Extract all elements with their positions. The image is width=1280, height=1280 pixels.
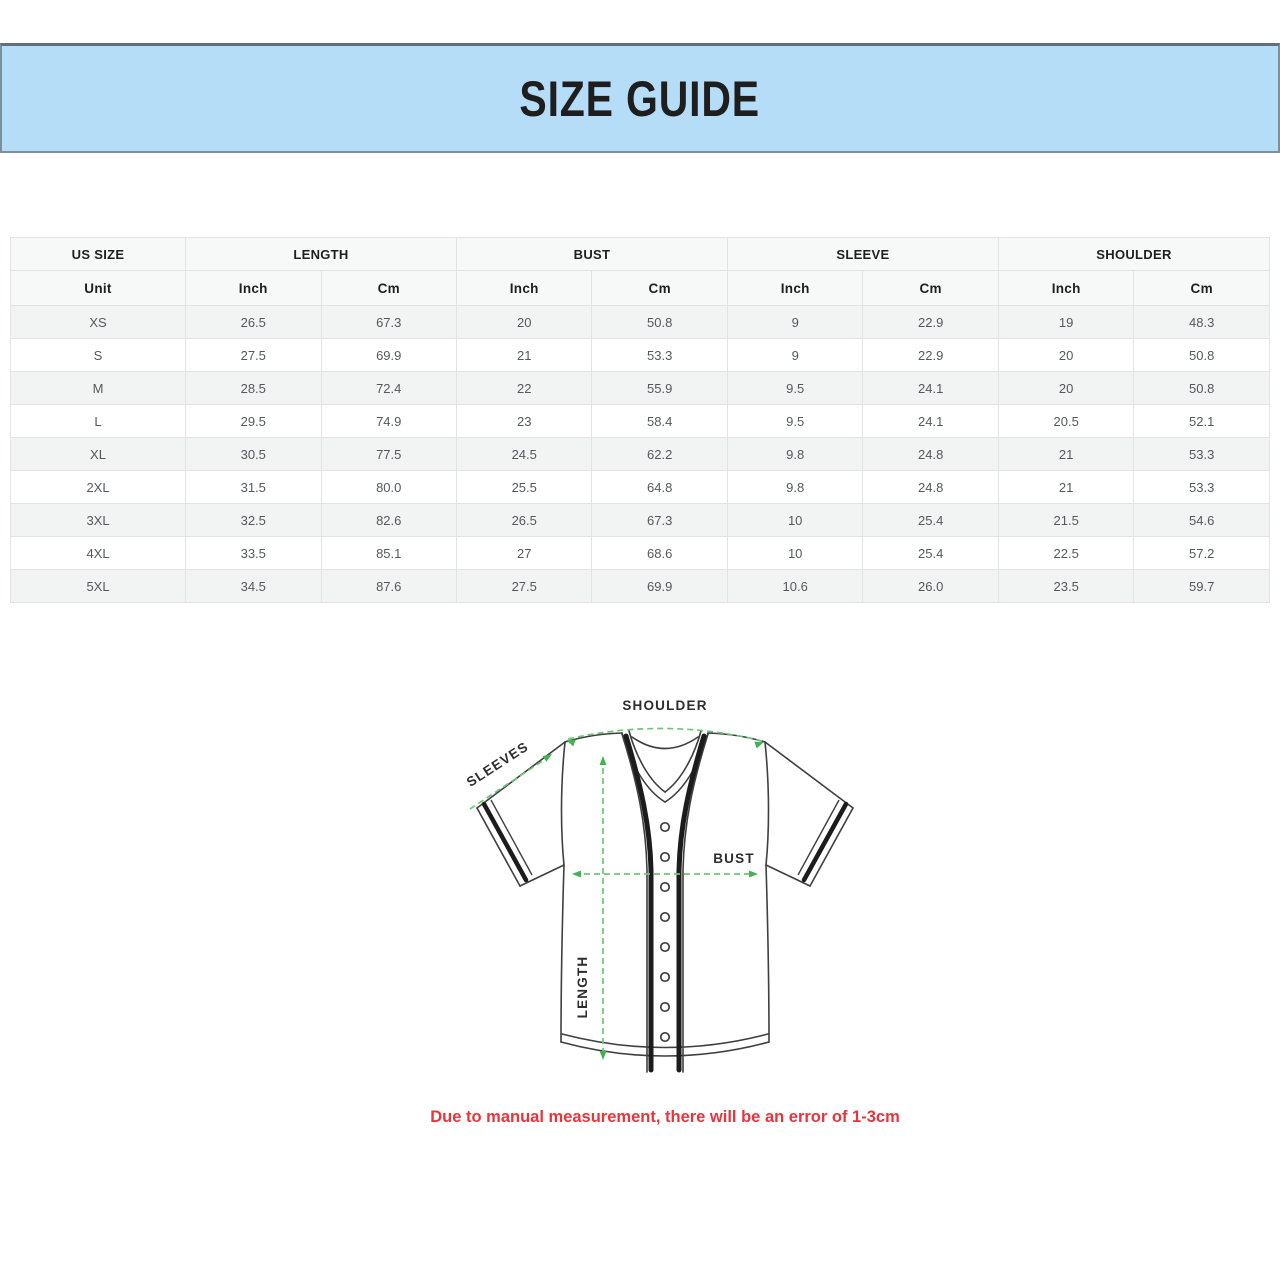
value-cell: 67.3 — [592, 504, 727, 537]
value-cell: 9 — [727, 306, 862, 339]
value-cell: 21 — [998, 438, 1133, 471]
size-table-head — [11, 238, 1270, 306]
value-cell: 24.8 — [863, 471, 998, 504]
unit-header: Cm — [321, 271, 456, 306]
value-cell: 10.6 — [727, 570, 862, 603]
value-cell: 21 — [456, 339, 591, 372]
value-cell: 9 — [727, 339, 862, 372]
jersey-illustration-icon — [450, 690, 880, 1090]
column-group-header: US SIZE — [11, 238, 186, 271]
value-cell: 10 — [727, 504, 862, 537]
value-cell: 20 — [456, 306, 591, 339]
value-cell: 9.8 — [727, 438, 862, 471]
value-cell: 27.5 — [456, 570, 591, 603]
value-cell: 20 — [998, 339, 1133, 372]
unit-header: Inch — [727, 271, 862, 306]
value-cell: 24.8 — [863, 438, 998, 471]
value-cell: 23.5 — [998, 570, 1133, 603]
table-row — [11, 504, 1270, 537]
value-cell: 22.9 — [863, 339, 998, 372]
value-cell: 25.4 — [863, 537, 998, 570]
value-cell: 50.8 — [1134, 339, 1270, 372]
value-cell: 22 — [456, 372, 591, 405]
column-group-header: SHOULDER — [998, 238, 1269, 271]
value-cell: 50.8 — [592, 306, 727, 339]
value-cell: 54.6 — [1134, 504, 1270, 537]
size-cell: M — [11, 372, 186, 405]
value-cell: 21 — [998, 471, 1133, 504]
value-cell: 53.3 — [1134, 438, 1270, 471]
jersey-outline — [477, 731, 853, 1072]
value-cell: 22.9 — [863, 306, 998, 339]
value-cell: 24.5 — [456, 438, 591, 471]
table-row — [11, 405, 1270, 438]
table-row — [11, 339, 1270, 372]
table-row — [11, 372, 1270, 405]
value-cell: 69.9 — [321, 339, 456, 372]
measurement-disclaimer: Due to manual measurement, there will be an error of 1-3cm — [430, 1108, 900, 1126]
table-row — [11, 438, 1270, 471]
size-cell: 5XL — [11, 570, 186, 603]
unit-header: Inch — [998, 271, 1133, 306]
value-cell: 9.5 — [727, 405, 862, 438]
value-cell: 23 — [456, 405, 591, 438]
unit-header: Unit — [11, 271, 186, 306]
length-label: LENGTH — [575, 955, 590, 1019]
column-group-header: LENGTH — [186, 238, 457, 271]
value-cell: 20.5 — [998, 405, 1133, 438]
size-cell: XL — [11, 438, 186, 471]
measurement-lines — [470, 728, 762, 1058]
bust-label: BUST — [713, 851, 755, 866]
value-cell: 34.5 — [186, 570, 321, 603]
size-cell: 3XL — [11, 504, 186, 537]
size-table-body — [11, 306, 1270, 603]
value-cell: 32.5 — [186, 504, 321, 537]
value-cell: 24.1 — [863, 405, 998, 438]
value-cell: 22.5 — [998, 537, 1133, 570]
size-table-container — [10, 237, 1270, 603]
value-cell: 31.5 — [186, 471, 321, 504]
value-cell: 74.9 — [321, 405, 456, 438]
size-table — [10, 237, 1270, 603]
unit-header: Cm — [863, 271, 998, 306]
value-cell: 25.4 — [863, 504, 998, 537]
value-cell: 33.5 — [186, 537, 321, 570]
column-group-header: SLEEVE — [727, 238, 998, 271]
unit-header: Cm — [1134, 271, 1270, 306]
shoulder-label: SHOULDER — [622, 698, 708, 713]
value-cell: 85.1 — [321, 537, 456, 570]
value-cell: 9.8 — [727, 471, 862, 504]
size-cell: XS — [11, 306, 186, 339]
value-cell: 67.3 — [321, 306, 456, 339]
value-cell: 48.3 — [1134, 306, 1270, 339]
value-cell: 24.1 — [863, 372, 998, 405]
page-title: SIZE GUIDE — [519, 70, 761, 127]
value-cell: 19 — [998, 306, 1133, 339]
table-row — [11, 306, 1270, 339]
jersey-diagram — [450, 690, 880, 1090]
jersey-cuff-line — [491, 800, 839, 875]
value-cell: 10 — [727, 537, 862, 570]
value-cell: 87.6 — [321, 570, 456, 603]
value-cell: 29.5 — [186, 405, 321, 438]
unit-header: Cm — [592, 271, 727, 306]
value-cell: 27 — [456, 537, 591, 570]
value-cell: 9.5 — [727, 372, 862, 405]
value-cell: 21.5 — [998, 504, 1133, 537]
table-row — [11, 471, 1270, 504]
jersey-cuff-trim — [484, 804, 846, 880]
jersey-placket-trim — [626, 736, 704, 1070]
value-cell: 62.2 — [592, 438, 727, 471]
value-cell: 55.9 — [592, 372, 727, 405]
unit-header: Inch — [456, 271, 591, 306]
size-cell: 2XL — [11, 471, 186, 504]
size-guide-banner — [0, 43, 1280, 153]
value-cell: 68.6 — [592, 537, 727, 570]
value-cell: 77.5 — [321, 438, 456, 471]
value-cell: 64.8 — [592, 471, 727, 504]
value-cell: 26.0 — [863, 570, 998, 603]
value-cell: 53.3 — [592, 339, 727, 372]
sleeves-label: SLEEVES — [463, 738, 532, 790]
size-cell: L — [11, 405, 186, 438]
value-cell: 82.6 — [321, 504, 456, 537]
value-cell: 52.1 — [1134, 405, 1270, 438]
unit-header: Inch — [186, 271, 321, 306]
value-cell: 26.5 — [186, 306, 321, 339]
value-cell: 30.5 — [186, 438, 321, 471]
value-cell: 59.7 — [1134, 570, 1270, 603]
value-cell: 25.5 — [456, 471, 591, 504]
value-cell: 53.3 — [1134, 471, 1270, 504]
value-cell: 69.9 — [592, 570, 727, 603]
table-row — [11, 537, 1270, 570]
value-cell: 28.5 — [186, 372, 321, 405]
table-row — [11, 570, 1270, 603]
column-group-header: BUST — [456, 238, 727, 271]
value-cell: 20 — [998, 372, 1133, 405]
jersey-buttons — [661, 823, 669, 1041]
value-cell: 58.4 — [592, 405, 727, 438]
value-cell: 72.4 — [321, 372, 456, 405]
value-cell: 50.8 — [1134, 372, 1270, 405]
size-cell: 4XL — [11, 537, 186, 570]
value-cell: 26.5 — [456, 504, 591, 537]
value-cell: 27.5 — [186, 339, 321, 372]
value-cell: 57.2 — [1134, 537, 1270, 570]
size-cell: S — [11, 339, 186, 372]
value-cell: 80.0 — [321, 471, 456, 504]
